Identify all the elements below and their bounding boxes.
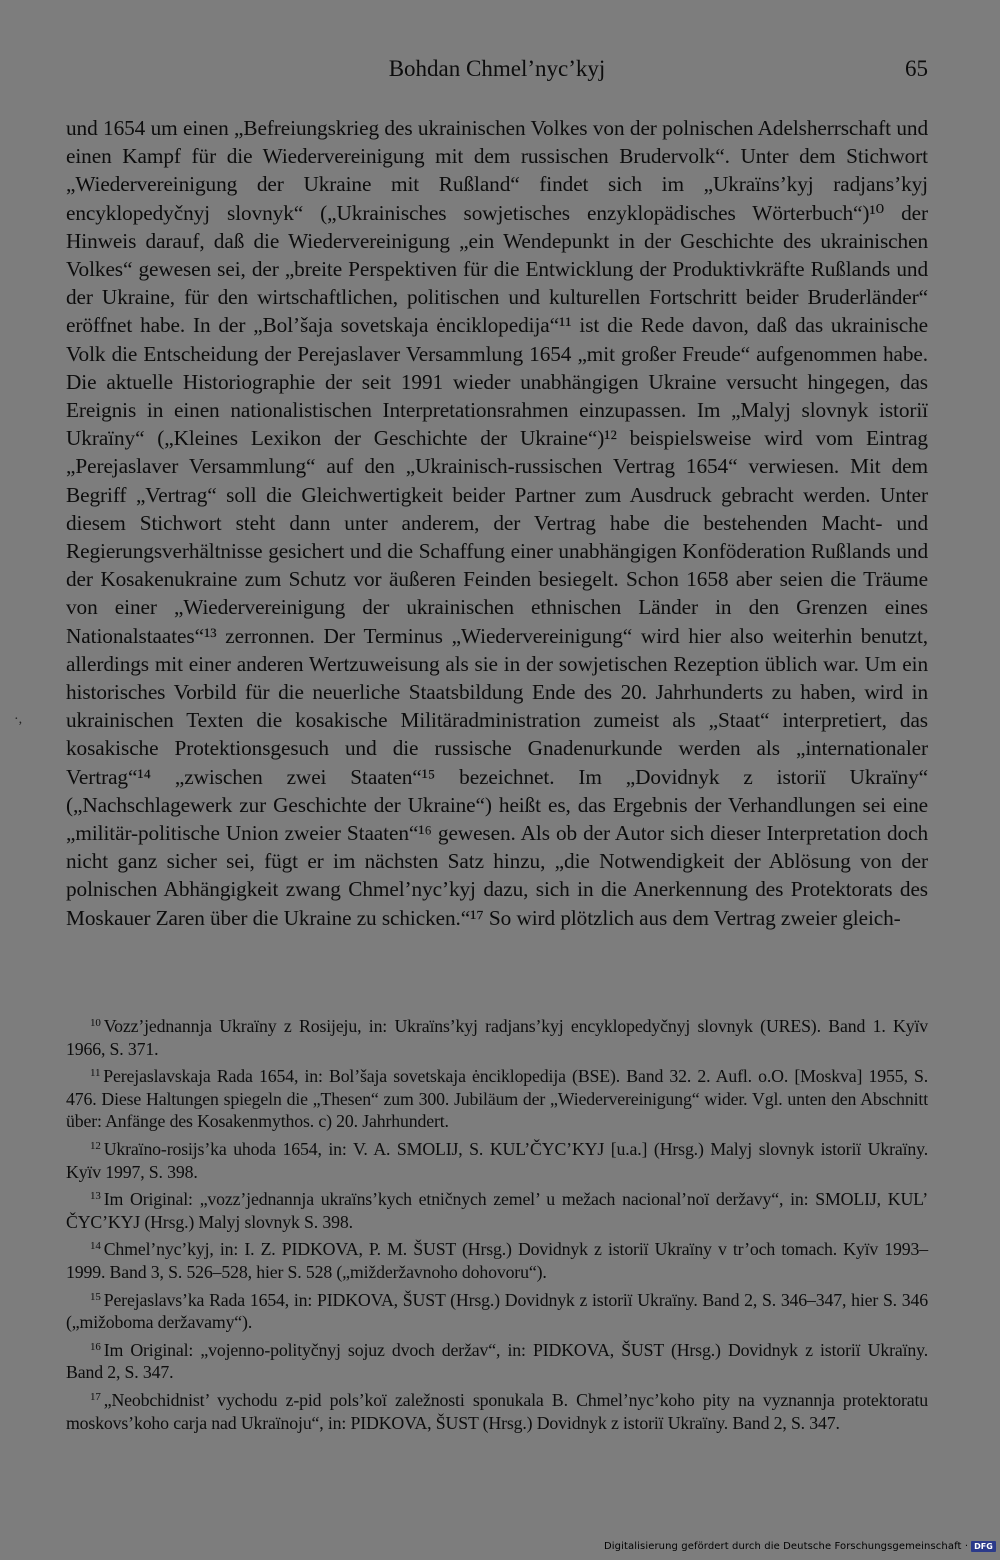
footnote-number: 12 [90, 1139, 101, 1152]
body-paragraph: und 1654 um einen „Befreiungskrieg des ukrainischen Volkes von der polnischen Adelsherrschaft und einen Kampf für die Wiedervereinigung mit dem russischen Brudervolk“. Unter dem Stichwort „Wiedervereinigung der Ukraine mit Rußland“ findet sich im „Ukraïns’kyj radjans’kyj encyklopedyčnyj slovnyk“ („Ukrainisches sowjetisches enzyklopädisches Wörterbuch“)¹⁰ der Hinweis darauf, daß die Wiedervereinigung „ein Wendepunkt in der Geschichte des ukrainischen Volkes“ gewesen sei, der „breite Perspektiven für die Entwicklung der Produktivkräfte Rußlands und der Ukraine, für den wirtschaftlichen, politischen und kulturellen Fortschritt beider Bruderländer“ eröffnet habe. In der „Bol’šaja sovetskaja ėnciklopedija“¹¹ ist die Rede davon, daß das ukrainische Volk die Entscheidung der Perejaslaver Versammlung 1654 „mit großer Freude“ aufgenommen habe. Die aktuelle Historiographie der seit 1991 wieder unabhängigen Ukraine versucht hingegen, das Ereignis in einen nationalistischen Interpretationsrahmen einzupassen. Im „Malyj slovnyk istoriï Ukraïny“ („Kleines Lexikon der Geschichte der Ukraine“)¹² beispielsweise wird vom Eintrag „Perejaslaver Versammlung“ auf den „Ukrainisch-russischen Vertrag 1654“ verwiesen. Mit dem Begriff „Vertrag“ soll die Gleichwertigkeit beider Partner zum Ausdruck gebracht werden. Unter diesem Stichwort steht dann unter anderem, der Vertrag habe die bestehenden Macht- und Regierungsverhältnisse gesichert und die Schaffung einer unabhängigen Konföderation Rußlands und der Kosakenukraine zum Schutz vor äußeren Feinden besiegelt. Schon 1658 aber seien die Träume von einer „Wiedervereinigung der ukrainischen ethnischen Länder in den Grenzen eines Nationalstaates“¹³ zerronnen. Der Terminus „Wiedervereinigung“ wird hier also weiterhin benutzt, allerdings mit einer anderen Wertzuweisung als sie in der sowjetischen Rezeption üblich war. Um ein historisches Vorbild für die neuerliche Staatsbildung Ende des 20. Jahrhunderts zu haben, wird in ukrainischen Texten die kosakische Militäradministration zumeist als „Staat“ interpretiert, das kosakische Protektionsgesuch und die russische Gnadenurkunde werden als „internationaler Vertrag“¹⁴ „zwischen zwei Staaten“¹⁵ bezeichnet. Im „Dovidnyk z istoriï Ukraïny“ („Nachschlagewerk zur Geschichte der Ukraine“) heißt es, das Ergebnis der Verhandlungen sei eine „militär-politische Union zweier Staaten“¹⁶ gewesen. Als ob der Autor sich dieser Interpretation doch nicht ganz sicher sei, fügt er im nächsten Satz hinzu, „die Notwendigkeit der Ablösung von der polnischen Abhängigkeit zwang Chmel’nyc’kyj dazu, sich in die Anerkennung des Protektorats des Moskauer Zaren über die Ukraine zu schicken.“¹⁷ So wird plötzlich aus dem Vertrag zweier gleich- [66, 116, 928, 930]
footnote-text: Perejaslavs’ka Rada 1654, in: PIDKOVA, ŠUST (Hrsg.) Dovidnyk z istoriï Ukraïny. Band 2, S. 346–347, hier S. 346 („mižoboma deržavamy“). [66, 1289, 928, 1333]
page-number: 65 [905, 56, 928, 81]
footnote [66, 1235, 928, 1283]
footnote [66, 1185, 928, 1233]
footnotes [66, 1012, 928, 1436]
footnote [66, 1135, 928, 1183]
body-text [66, 114, 928, 932]
footnote [66, 1012, 928, 1060]
footnote-text: Perejaslavskaja Rada 1654, in: Bol’šaja sovetskaja ėnciklopedija (BSE). Band 32. 2. Aufl. o.O. [Moskva] 1955, S. 476. Diese Haltungen spiegeln die „Thesen“ zum 300. Jubiläum der „Wiedervereinigung“ wider. Vgl. unten den Abschnitt über: Anfänge des Kosakenmythos. c) 20. Jahrhundert. [66, 1066, 928, 1132]
footnote-number: 17 [90, 1390, 101, 1403]
running-title: Bohdan Chmel’nyc’kyj [388, 56, 606, 81]
footnote-text: Vozz’jednannja Ukraïny z Rosijeju, in: Ukraïns’kyj radjans’kyj encyklopedyčnyj slovnyk (URES). Band 1. Kyïv 1966, S. 371. [66, 1016, 928, 1059]
footnote-text: Im Original: „vozz’jednannja ukraïns’kych etničnych zemel’ u mežach nacional’noï deržavy“, in: SMOLIJ, KUL’ ČYC’KYJ (Hrsg.) Malyj slovnyk S. 398. [66, 1189, 928, 1232]
footnote-number: 11 [90, 1067, 101, 1080]
margin-mark: ·, [14, 712, 23, 727]
page-header [66, 52, 928, 92]
footnote-text: „Neobchidnist’ vychodu z-pid pols’koï zaležnosti sponukala B. Chmel’nyc’koho pity na vyznannja protektoratu moskovs’koho carja nad Ukraïnoju“, in: PIDKOVA, ŠUST (Hrsg.) Dovidnyk z istoriï Ukraïny. Band 2, S. 347. [66, 1389, 928, 1433]
footnote-text: Im Original: „vojenno-polityčnyj sojuz dvoch deržav“, in: PIDKOVA, ŠUST (Hrsg.) Dovidnyk z istoriï Ukraïny. Band 2, S. 347. [66, 1339, 928, 1383]
dfg-logo: DFG [971, 1541, 996, 1552]
credit-text: Digitalisierung gefördert durch die Deutsche Forschungsgemeinschaft · [604, 1540, 969, 1552]
footnote-number: 13 [90, 1190, 101, 1203]
footnote [66, 1062, 928, 1133]
footnote-number: 14 [90, 1240, 101, 1253]
footnote-number: 15 [90, 1290, 101, 1303]
footnote [66, 1286, 928, 1334]
footnote [66, 1386, 928, 1434]
footnote-number: 10 [90, 1017, 101, 1029]
footnote [66, 1336, 928, 1384]
footnote-text: Ukraïno-rosijs’ka uhoda 1654, in: V. A. SMOLIJ, S. KUL’ČYC’KYJ [u.a.] (Hrsg.) Malyj slovnyk istoriï Ukraïny. Kyïv 1997, S. 398. [66, 1138, 928, 1182]
footnote-number: 16 [90, 1340, 101, 1353]
footnote-text: Chmel’nyc’kyj, in: I. Z. PIDKOVA, P. M. ŠUST (Hrsg.) Dovidnyk z istoriï Ukraïny v tr’och tomach. Kyïv 1993–1999. Band 3, S. 526–528, hier S. 528 („mižderžavnoho dohovoru“). [66, 1239, 928, 1282]
digitization-credit [604, 1538, 996, 1554]
